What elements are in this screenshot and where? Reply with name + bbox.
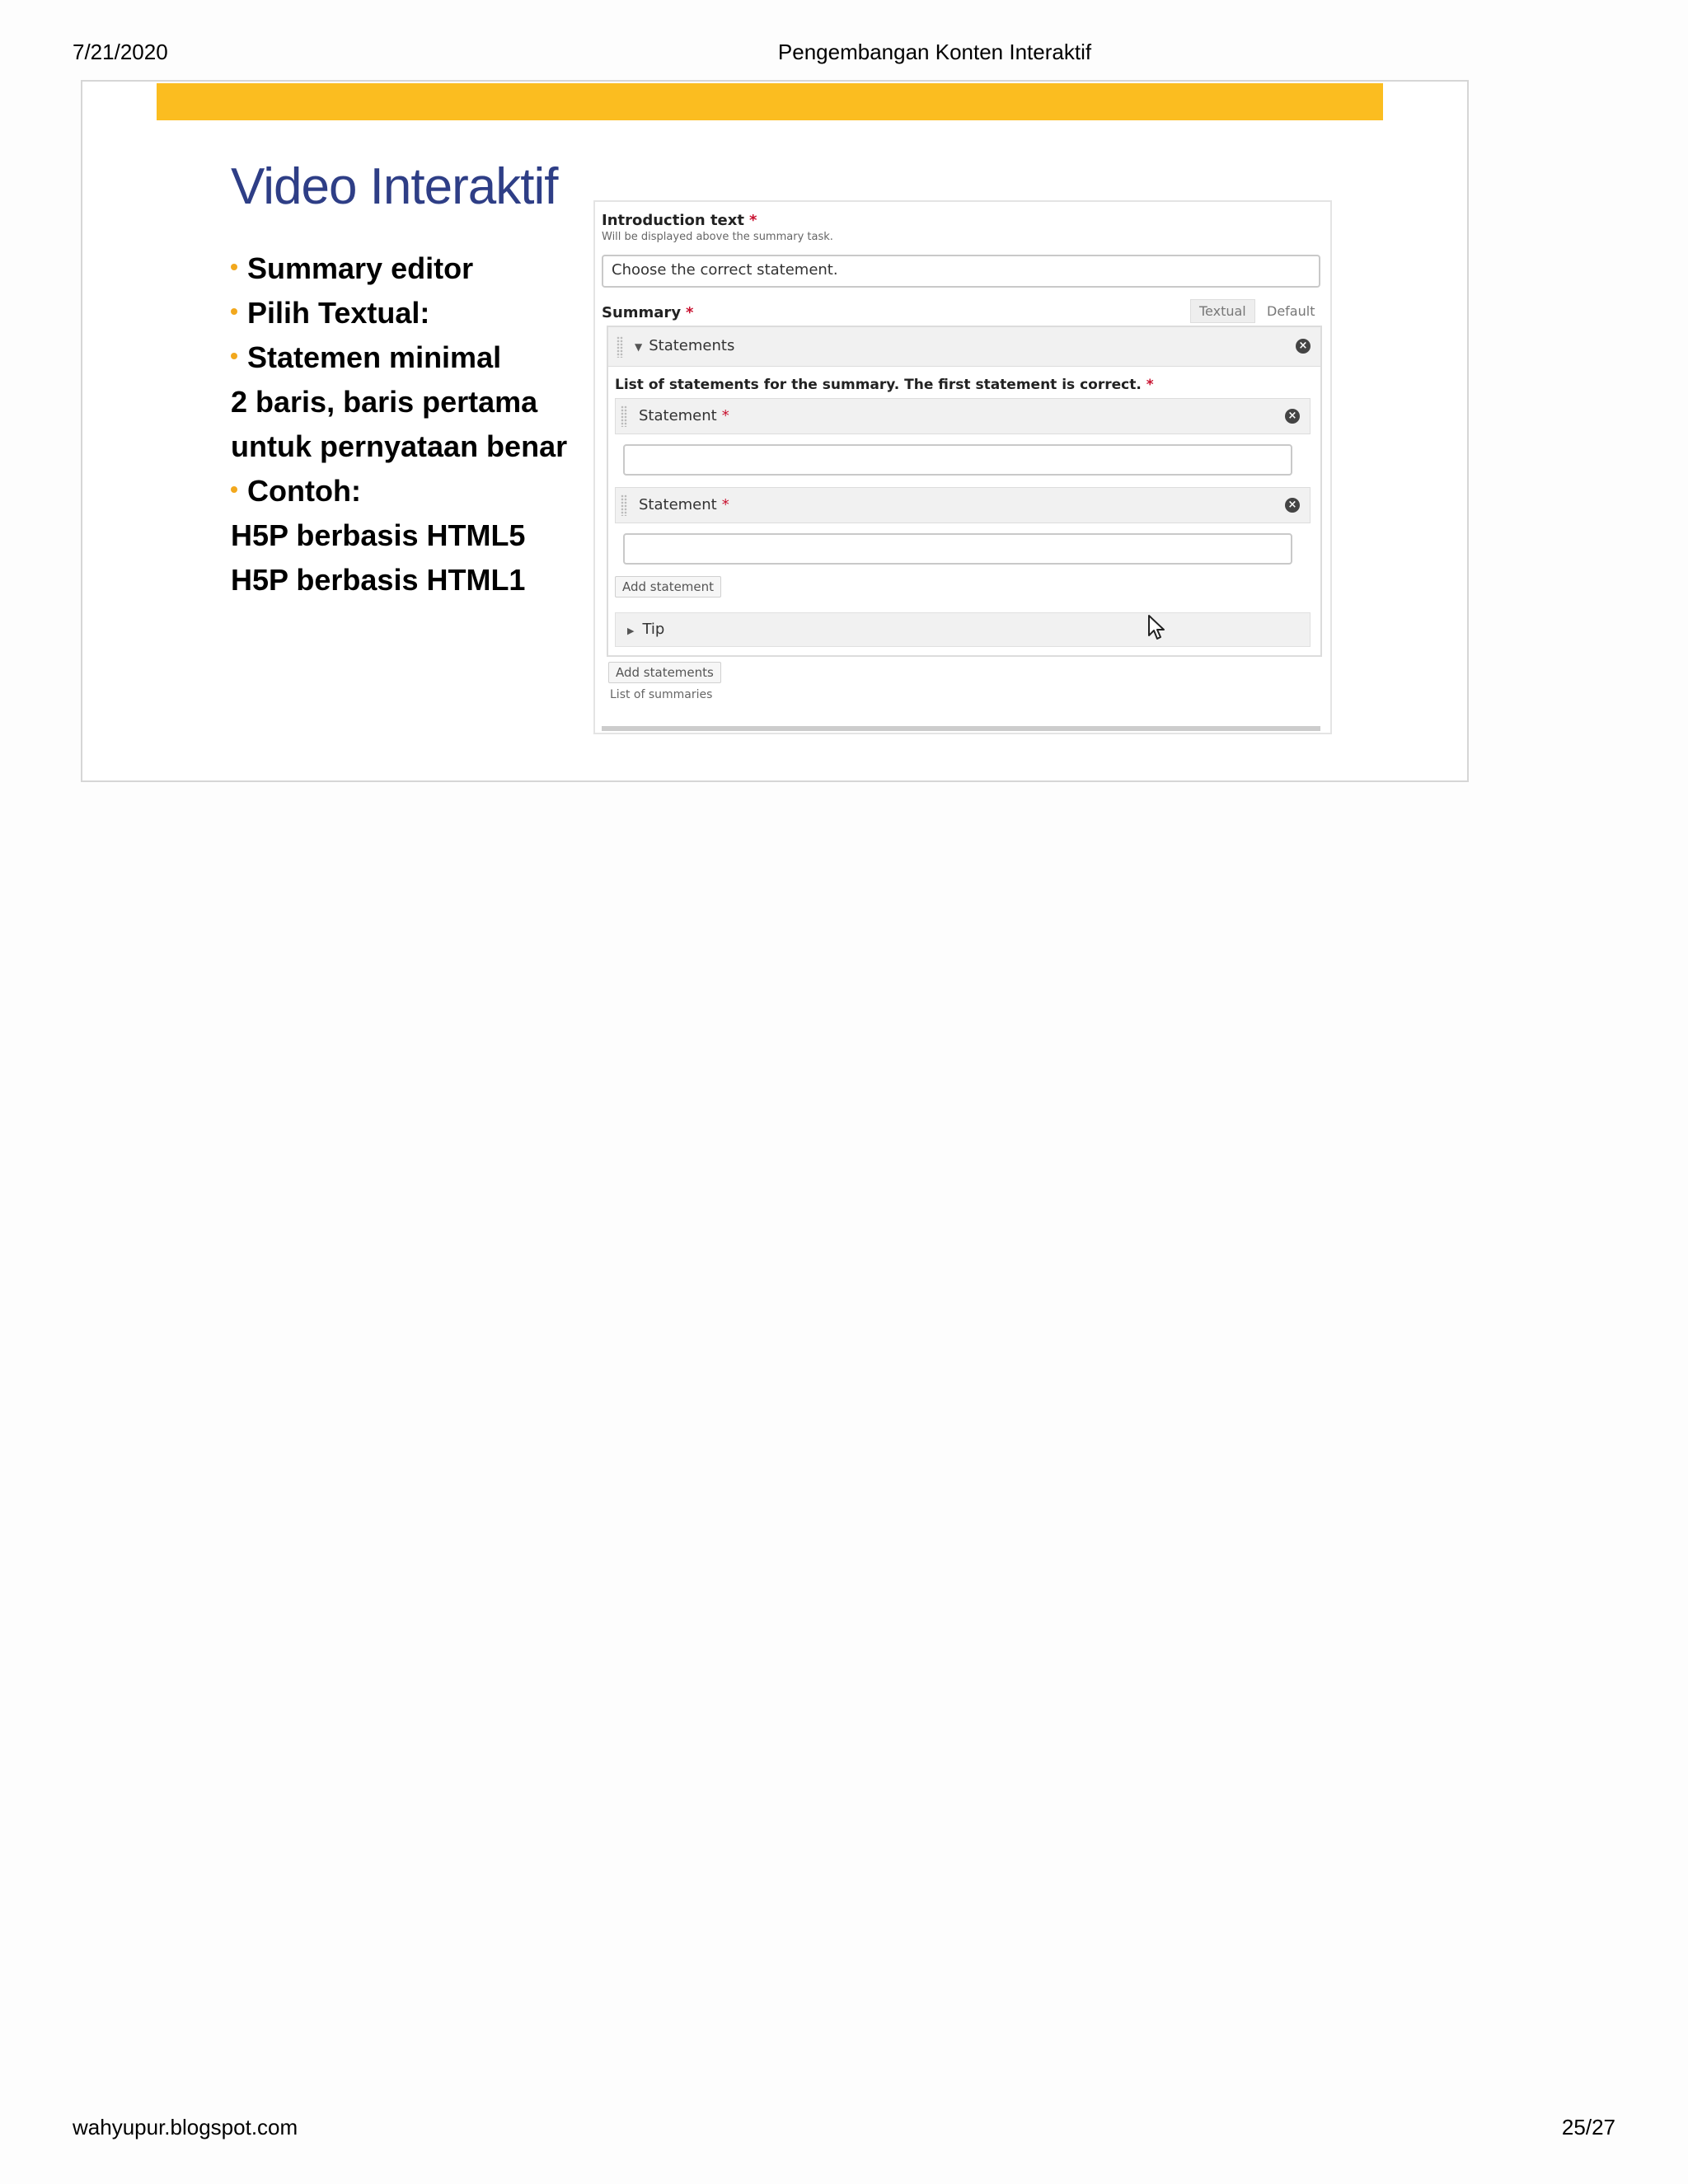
page-number: 25/27 — [1561, 2115, 1615, 2139]
statement-input[interactable] — [623, 444, 1292, 476]
slide — [81, 80, 1469, 782]
statements-title: ▼ Statements — [635, 337, 735, 354]
summary-editor-screenshot — [593, 200, 1332, 734]
add-statements-button[interactable]: Add statements — [608, 662, 721, 683]
statement-header[interactable] — [615, 398, 1311, 434]
mouse-pointer-icon — [1147, 614, 1167, 642]
tip-label: ▶ Tip — [627, 621, 665, 638]
bullet-dot-icon — [231, 264, 237, 270]
drag-handle-icon[interactable] — [621, 494, 627, 516]
tab-textual[interactable]: Textual — [1190, 299, 1255, 323]
drag-handle-icon[interactable] — [621, 405, 627, 427]
bullet-item: 2 baris, baris pertama — [231, 385, 538, 419]
bullet-item: untuk pernyataan benar — [231, 429, 568, 463]
bottom-scrollbar[interactable] — [602, 726, 1320, 731]
statements-header[interactable] — [608, 327, 1320, 367]
footer-url: wahyupur.blogspot.com — [73, 2115, 298, 2139]
bullet-item: Pilih Textual: — [231, 291, 618, 335]
bullet-list — [231, 246, 618, 602]
statements-list-label: List of statements for the summary. The first statement is correct. * — [615, 377, 1154, 393]
intro-input[interactable]: Choose the correct statement. — [602, 255, 1320, 288]
tab-default[interactable]: Default — [1267, 303, 1315, 319]
add-statement-button[interactable]: Add statement — [615, 576, 721, 598]
bullet-item: H5P berbasis HTML1 — [231, 563, 526, 597]
print-date: 7/21/2020 — [73, 40, 168, 64]
statement-label: Statement * — [639, 407, 729, 424]
bullet-dot-icon — [231, 486, 237, 493]
summary-label: Summary * — [602, 304, 694, 321]
statement-header[interactable] — [615, 487, 1311, 523]
slide-title: Video Interaktif — [231, 158, 558, 215]
statement-label: Statement * — [639, 496, 729, 513]
document-title: Pengembangan Konten Interaktif — [777, 40, 1092, 64]
bullet-item: H5P berbasis HTML5 — [231, 518, 526, 552]
bullet-item: Statemen minimal — [231, 335, 618, 380]
bullet-dot-icon — [231, 308, 237, 315]
bullet-item: Summary editor — [231, 246, 618, 291]
remove-icon[interactable]: × — [1285, 409, 1300, 424]
accent-bar — [157, 83, 1383, 120]
intro-help: Will be displayed above the summary task. — [602, 231, 833, 243]
caret-down-icon: ▼ — [635, 341, 643, 353]
remove-icon[interactable]: × — [1296, 339, 1311, 354]
tip-section[interactable] — [615, 612, 1311, 647]
remove-icon[interactable]: × — [1285, 498, 1300, 513]
statement-input[interactable] — [623, 533, 1292, 565]
list-of-summaries-label: List of summaries — [610, 688, 713, 701]
drag-handle-icon[interactable] — [617, 336, 623, 358]
intro-label: Introduction text * — [602, 212, 757, 229]
caret-right-icon: ▶ — [627, 626, 635, 636]
bullet-dot-icon — [231, 353, 237, 359]
statements-panel — [607, 326, 1322, 657]
bullet-item: Contoh: — [231, 469, 618, 513]
